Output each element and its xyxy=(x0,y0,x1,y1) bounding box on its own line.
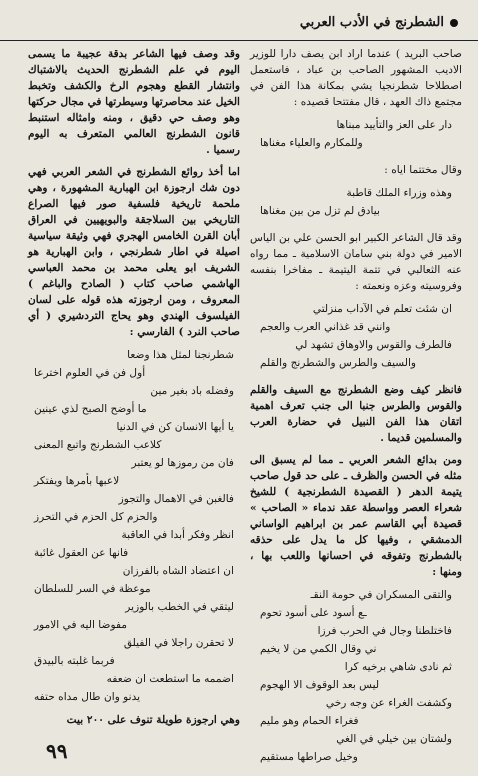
hemistich: ما أوضح الصبح لذي عينين xyxy=(34,403,147,415)
left-column xyxy=(28,46,240,734)
verse xyxy=(250,300,462,372)
hemistich: وللمكارم والعلياء مغناها xyxy=(260,137,363,149)
hemistich: ان اعتضاد الشاه بالفرزان xyxy=(122,565,234,577)
hemistich: مفوضا اليه في الامور xyxy=(34,619,128,631)
hemistich: فربما غلبته بالبيدق xyxy=(34,655,115,667)
hemistich: موعظة في السر للسلطان xyxy=(34,583,151,595)
hemistich: اضممه ما استطعت ان ضعفه xyxy=(106,673,234,685)
hemistich: كلاعب الشطرنج واتبع المعنى xyxy=(34,439,162,451)
running-title-text: الشطرنج في الأدب العربي xyxy=(299,15,444,30)
hemistich: يدنو وان طال مداه حتفه xyxy=(34,691,141,703)
verse xyxy=(250,116,462,152)
hemistich: انظر وفكر أبدا في العاقبة xyxy=(121,529,234,541)
hemistich: يا أيها الانسان كن في الدنيا xyxy=(116,421,234,433)
paragraph: وقال مختتما اياه : xyxy=(384,164,462,176)
paragraph: وقد قال الشاعر الكبير ابو الحسن علي بن الياس الامير في دولة بني سامان الاسلامية ـ مما رواه عنه الثعالبي في تتمة اليتيمة ـ مفاخرا بنفسه وفروسيته وعزه ونعمته : xyxy=(250,232,462,292)
verse xyxy=(250,586,462,766)
hemistich: ني وقال الكمي من لا يخيم xyxy=(260,643,377,655)
hemistich: لا تحقرن راجلا في الفيلق xyxy=(123,637,234,649)
hemistich: أول فن في العلوم اخترعا xyxy=(34,367,146,379)
hemistich: وفضله باد بغير مين xyxy=(150,385,234,397)
hemistich: والسيف والطرس والشطرنج والقلم xyxy=(260,357,417,369)
paragraph: فانظر كيف وضع الشطرنج مع السيف والقلم والقوس والطرس جنبا الى جنب تعرف اهمية اتقان هذا الفن النبيل في حضارة العرب والمسلمين قديما . xyxy=(250,384,462,444)
hemistich: ولشتان بين خيلي في الغي xyxy=(336,733,452,745)
hemistich: فالطرف والقوس والاوهاق تشهد لي xyxy=(295,339,452,351)
page-number: ٩٩ xyxy=(46,739,68,763)
verse xyxy=(250,184,462,220)
hemistich: لاعبها بأمرها ويفتكر xyxy=(34,475,120,487)
closing-note: وهي ارجوزة طويلة تنوف على ٢٠٠ بيت xyxy=(66,714,240,726)
hemistich: ليتقي في الخطب بالوزير xyxy=(125,601,234,613)
paragraph: اما أخذ روائع الشطرنج في الشعر العربي فهي دون شك ارجوزة ابن الهبارية المشهورة ، وهي ملحمة تاريخية فلسفية صور فيها الصراع التاريخي بين السلاجقة والبويهيين في العراق أبان القرن الخامس الهجري فهي وثيقة سياسية اصيلة في اطار شطرنجي ، وابن الهبارية هو الشريف ابو يعلى محمد بن محمد العباسي الهاشمي صاحب كتاب ( الصادح والباغم ) المعروف ، ومن ارجوزته هذه قوله على لسان الفيلسوف الهندي وهو يحاج التردشيري ( أي صاحب النرد ) الفارسي : xyxy=(28,166,240,338)
hemistich: فان من رموزها لو يعتبر xyxy=(131,457,234,469)
paragraph: صاحب البريد ) عندما اراد ابن يصف دارا للوزير الاديب المشهور الصاحب بن عباد ، فاستعمل اصطلاحا شطرنجيا يشي بمكانة هذا الفن في مجتمع ذاك العهد ، قال مفتتحا قصيده : xyxy=(250,48,462,108)
hemistich: وكشفت الغراء عن وجه رخي xyxy=(325,697,452,709)
bullet-icon xyxy=(450,19,458,27)
paragraph: ومن بدائع الشعر العربي ـ مما لم يسبق الى مثله في الحسن والظرف ـ على حد قول صاحب يتيمة الدهر ( القصيدة الشطرنجية ) للشيخ شعراء العصر وواسطة عقد ندماء « الصاحب » قصيدة أبي القاسم عمر بن ابراهيم الواساني الدمشقي ، وفيها كل ما يدل على حذقه بالشطرنج وتفوقه في احسانها واللعب بها ، ومنها : xyxy=(250,454,462,578)
hemistich: ان شئت تعلم في الآداب منزلتي xyxy=(312,303,452,315)
hemistich: فانها عن العقول غائبة xyxy=(34,547,129,559)
hemistich: وهذه وزراء الملك قاطبة xyxy=(346,187,452,199)
hemistich: ليس بعد الوقوف الا الهجوم xyxy=(260,679,380,691)
hemistich: والحزم كل الحزم في التحرز xyxy=(34,511,158,523)
hemistich: ـع أسود على أسود تحوم xyxy=(260,607,367,619)
hemistich: فاختلطنا وجال في الحرب فرزا xyxy=(317,625,452,637)
hemistich: والتقى المسكران في حومة النقـ xyxy=(310,589,452,601)
hemistich: دار على العز والتأييد مبناها xyxy=(336,119,452,131)
right-column xyxy=(250,46,462,776)
hemistich: وخيل صراطها مستقيم xyxy=(260,751,358,763)
hemistich: فالغبن في الاهمال والتجوز xyxy=(118,493,234,505)
poem-verses xyxy=(28,346,240,706)
page-header xyxy=(0,0,478,41)
hemistich: شطرنجنا لمثل هذا وضعا xyxy=(127,349,234,361)
hemistich: فغراء الحمام وهو مليم xyxy=(260,715,359,727)
hemistich: بيادق لم تزل من بين مغناها xyxy=(260,205,380,217)
hemistich: ثم نادى شاهي برخيه كرا xyxy=(344,661,452,673)
hemistich: وانني قد غذاني العرب والعجم xyxy=(260,321,391,333)
running-title xyxy=(300,15,458,30)
paragraph: وقد وصف فيها الشاعر بدقة عجيبة ما يسمى اليوم في علم الشطرنج الحديث بالاشتباك وانتشار القطع وهجوم الرخ والكشف وتخبط الخيل عند محاصرتها وسيطرتها في مجال حركتها وهو وصف حي دقيق ، ومنه وامثاله استنبط قانون الشطرنج العالمي المتعرف به اليوم رسميا . xyxy=(28,48,240,156)
